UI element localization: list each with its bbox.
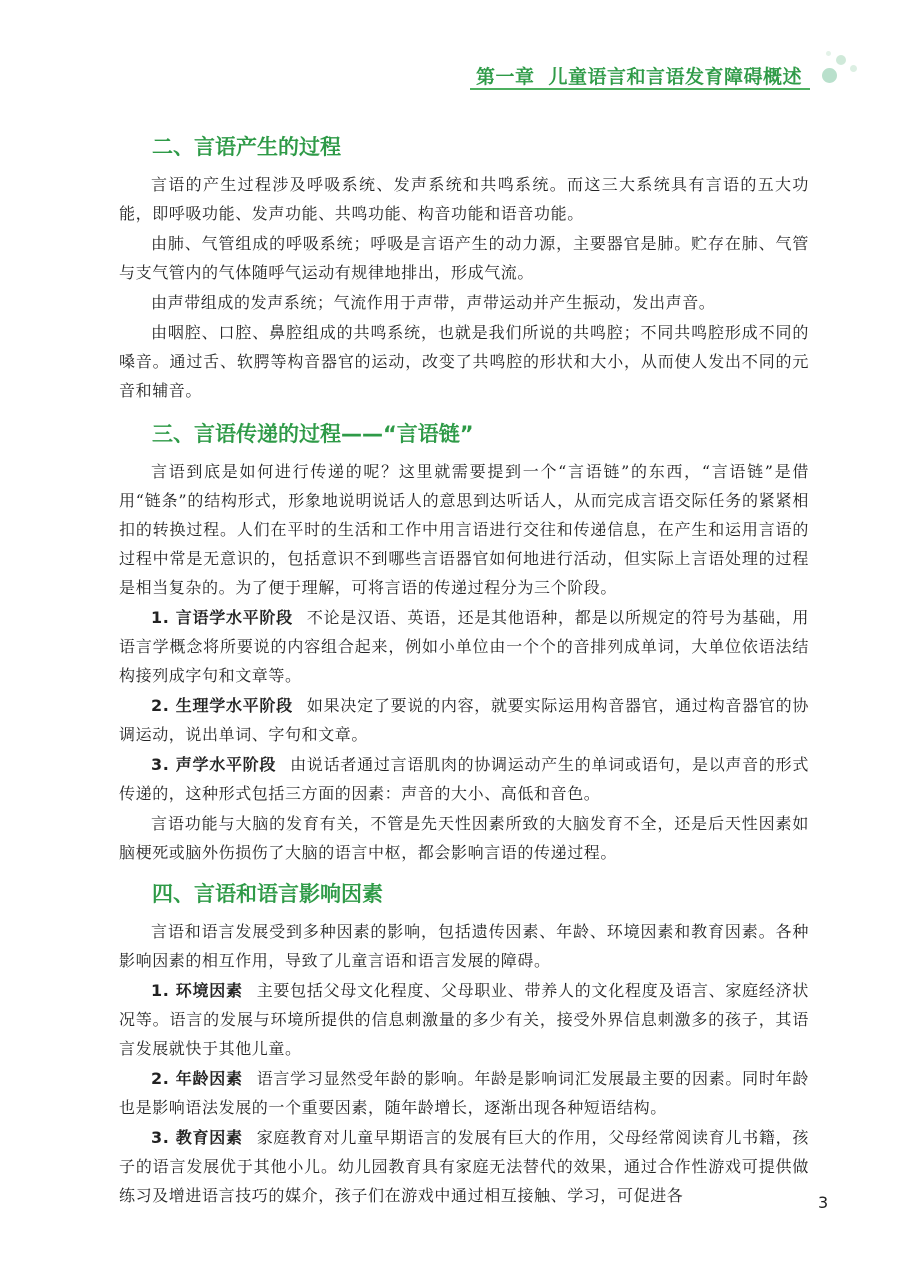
paragraph: 言语到底是如何进行传递的呢？这里就需要提到一个“言语链”的东西，“言语链”是借用“链条”的结构形式，形象地说明说话人的意思到达听话人，从而完成言语交际任务的紧紧相扣的转换过程。人们在平时的生活和工作中用言语进行交往和传递信息，在产生和运用言语的过程中常是无意识的，包括意识不到哪些言语器官如何地进行活动，但实际上言语处理的过程是相当复杂的。为了便于理解，可将言语的传递过程分为三个阶段。 bbox=[119, 462, 809, 597]
item-text: 语言学习显然受年龄的影响。年龄是影响词汇发展最主要的因素。同时年龄也是影响语法发展的一个重要因素，随年龄增长，逐渐出现各种短语结构。 bbox=[119, 1069, 809, 1117]
paragraph: 由肺、气管组成的呼吸系统；呼吸是言语产生的动力源，主要器官是肺。贮存在肺、气管与支气管内的气体随呼气运动有规律地排出，形成气流。 bbox=[119, 234, 809, 282]
item-heading: 1. 环境因素 bbox=[151, 981, 243, 1000]
running-header bbox=[476, 62, 802, 89]
list-item bbox=[119, 750, 809, 808]
item-heading: 3. 教育因素 bbox=[151, 1128, 243, 1147]
list-item bbox=[119, 1064, 809, 1122]
list-item bbox=[119, 691, 809, 749]
item-heading: 3. 声学水平阶段 bbox=[151, 755, 277, 774]
item-heading: 2. 年龄因素 bbox=[151, 1069, 243, 1088]
paragraph: 由声带组成的发声系统；气流作用于声带，声带运动并产生振动，发出声音。 bbox=[151, 293, 716, 312]
paragraph: 言语和语言发展受到多种因素的影响，包括遗传因素、年龄、环境因素和教育因素。各种影响因素的相互作用，导致了儿童言语和语言发展的障碍。 bbox=[119, 922, 809, 970]
section-heading-speech-chain: 三、言语传递的过程——“言语链” bbox=[152, 422, 474, 446]
decorative-dot-small bbox=[850, 65, 857, 72]
decorative-dot-large bbox=[822, 68, 837, 83]
chapter-label: 第一章 bbox=[475, 66, 535, 88]
page-number: 3 bbox=[818, 1193, 829, 1212]
item-heading: 2. 生理学水平阶段 bbox=[151, 696, 293, 715]
list-item bbox=[119, 603, 809, 690]
list-item bbox=[119, 1123, 809, 1210]
chapter-title: 儿童语言和言语发育障碍概述 bbox=[548, 66, 802, 88]
decorative-dot-medium bbox=[836, 55, 846, 65]
paragraph: 言语的产生过程涉及呼吸系统、发声系统和共鸣系统。而这三大系统具有言语的五大功能，即呼吸功能、发声功能、共鸣功能、构音功能和语音功能。 bbox=[119, 175, 809, 223]
page-header bbox=[0, 0, 900, 100]
section-heading-influencing-factors: 四、言语和语言影响因素 bbox=[152, 882, 383, 906]
paragraph: 言语功能与大脑的发育有关，不管是先天性因素所致的大脑发育不全，还是后天性因素如脑梗死或脑外伤损伤了大脑的语言中枢，都会影响言语的传递过程。 bbox=[119, 814, 809, 862]
decorative-dot-tiny bbox=[826, 51, 831, 56]
item-text: 主要包括父母文化程度、父母职业、带养人的文化程度及语言、家庭经济状况等。语言的发展与环境所提供的信息刺激量的多少有关，接受外界信息刺激多的孩子，其语言发展就快于其他儿童。 bbox=[119, 981, 809, 1058]
list-item bbox=[119, 976, 809, 1063]
header-rule bbox=[470, 88, 810, 90]
item-text: 由说话者通过言语肌肉的协调运动产生的单词或语句，是以声音的形式传递的，这种形式包括三方面的因素：声音的大小、高低和音色。 bbox=[119, 755, 809, 803]
item-text: 家庭教育对儿童早期语言的发展有巨大的作用，父母经常阅读育儿书籍，孩子的语言发展优于其他小儿。幼儿园教育具有家庭无法替代的效果，通过合作性游戏可提供做练习及增进语言技巧的媒介，孩子们在游戏中通过相互接触、学习，可促进各 bbox=[119, 1128, 809, 1205]
paragraph: 由咽腔、口腔、鼻腔组成的共鸣系统，也就是我们所说的共鸣腔；不同共鸣腔形成不同的嗓音。通过舌、软腭等构音器官的运动，改变了共鸣腔的形状和大小，从而使人发出不同的元音和辅音。 bbox=[119, 323, 809, 400]
item-heading: 1. 言语学水平阶段 bbox=[151, 608, 293, 627]
item-text: 如果决定了要说的内容，就要实际运用构音器官，通过构音器官的协调运动，说出单词、字句和文章。 bbox=[119, 696, 809, 744]
section-heading-speech-production: 二、言语产生的过程 bbox=[152, 135, 341, 159]
item-text: 不论是汉语、英语，还是其他语种，都是以所规定的符号为基础，用语言学概念将所要说的内容组合起来，例如小单位由一个个的音排列成单词，大单位依语法结构接列成字句和文章等。 bbox=[119, 608, 809, 685]
page-body bbox=[119, 118, 809, 1210]
